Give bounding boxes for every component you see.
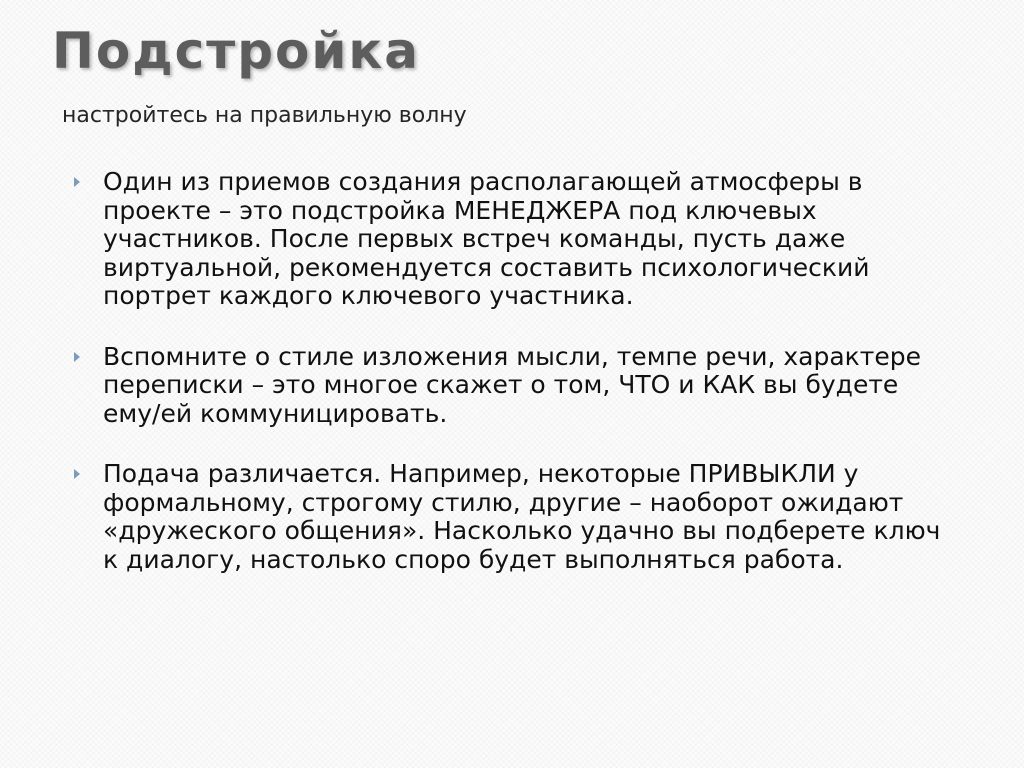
bullet-text: Подача различается. Например, некоторые ПРИВЫКЛИ у формальному, строгому стилю, другие – наоборот ожидают «дружеского общения». Насколько удачно вы подберете ключ к диалогу, настолько споро будет выполняться работа. (103, 459, 941, 574)
bullet-item (72, 343, 952, 429)
triangle-bullet-icon (74, 177, 80, 187)
bullet-list (72, 168, 952, 606)
bullet-item (72, 168, 952, 311)
triangle-bullet-icon (74, 469, 80, 479)
slide-subtitle: настройтесь на правильную волну (62, 103, 467, 128)
bullet-text: Один из приемов создания располагающей атмосферы в проекте – это подстройка МЕНЕДЖЕРА под ключевых участников. После первых встреч команды, пусть даже виртуальной, рекомендуется составить психологический портрет каждого ключевого участника. (103, 167, 870, 310)
bullet-text: Вспомните о стиле изложения мысли, темпе речи, характере переписки – это многое скажет о том, ЧТО и КАК вы будете ему/ей коммуницировать. (103, 341, 921, 428)
slide-title: Подстройка (52, 22, 421, 80)
triangle-bullet-icon (74, 352, 80, 362)
bullet-item (72, 460, 952, 574)
